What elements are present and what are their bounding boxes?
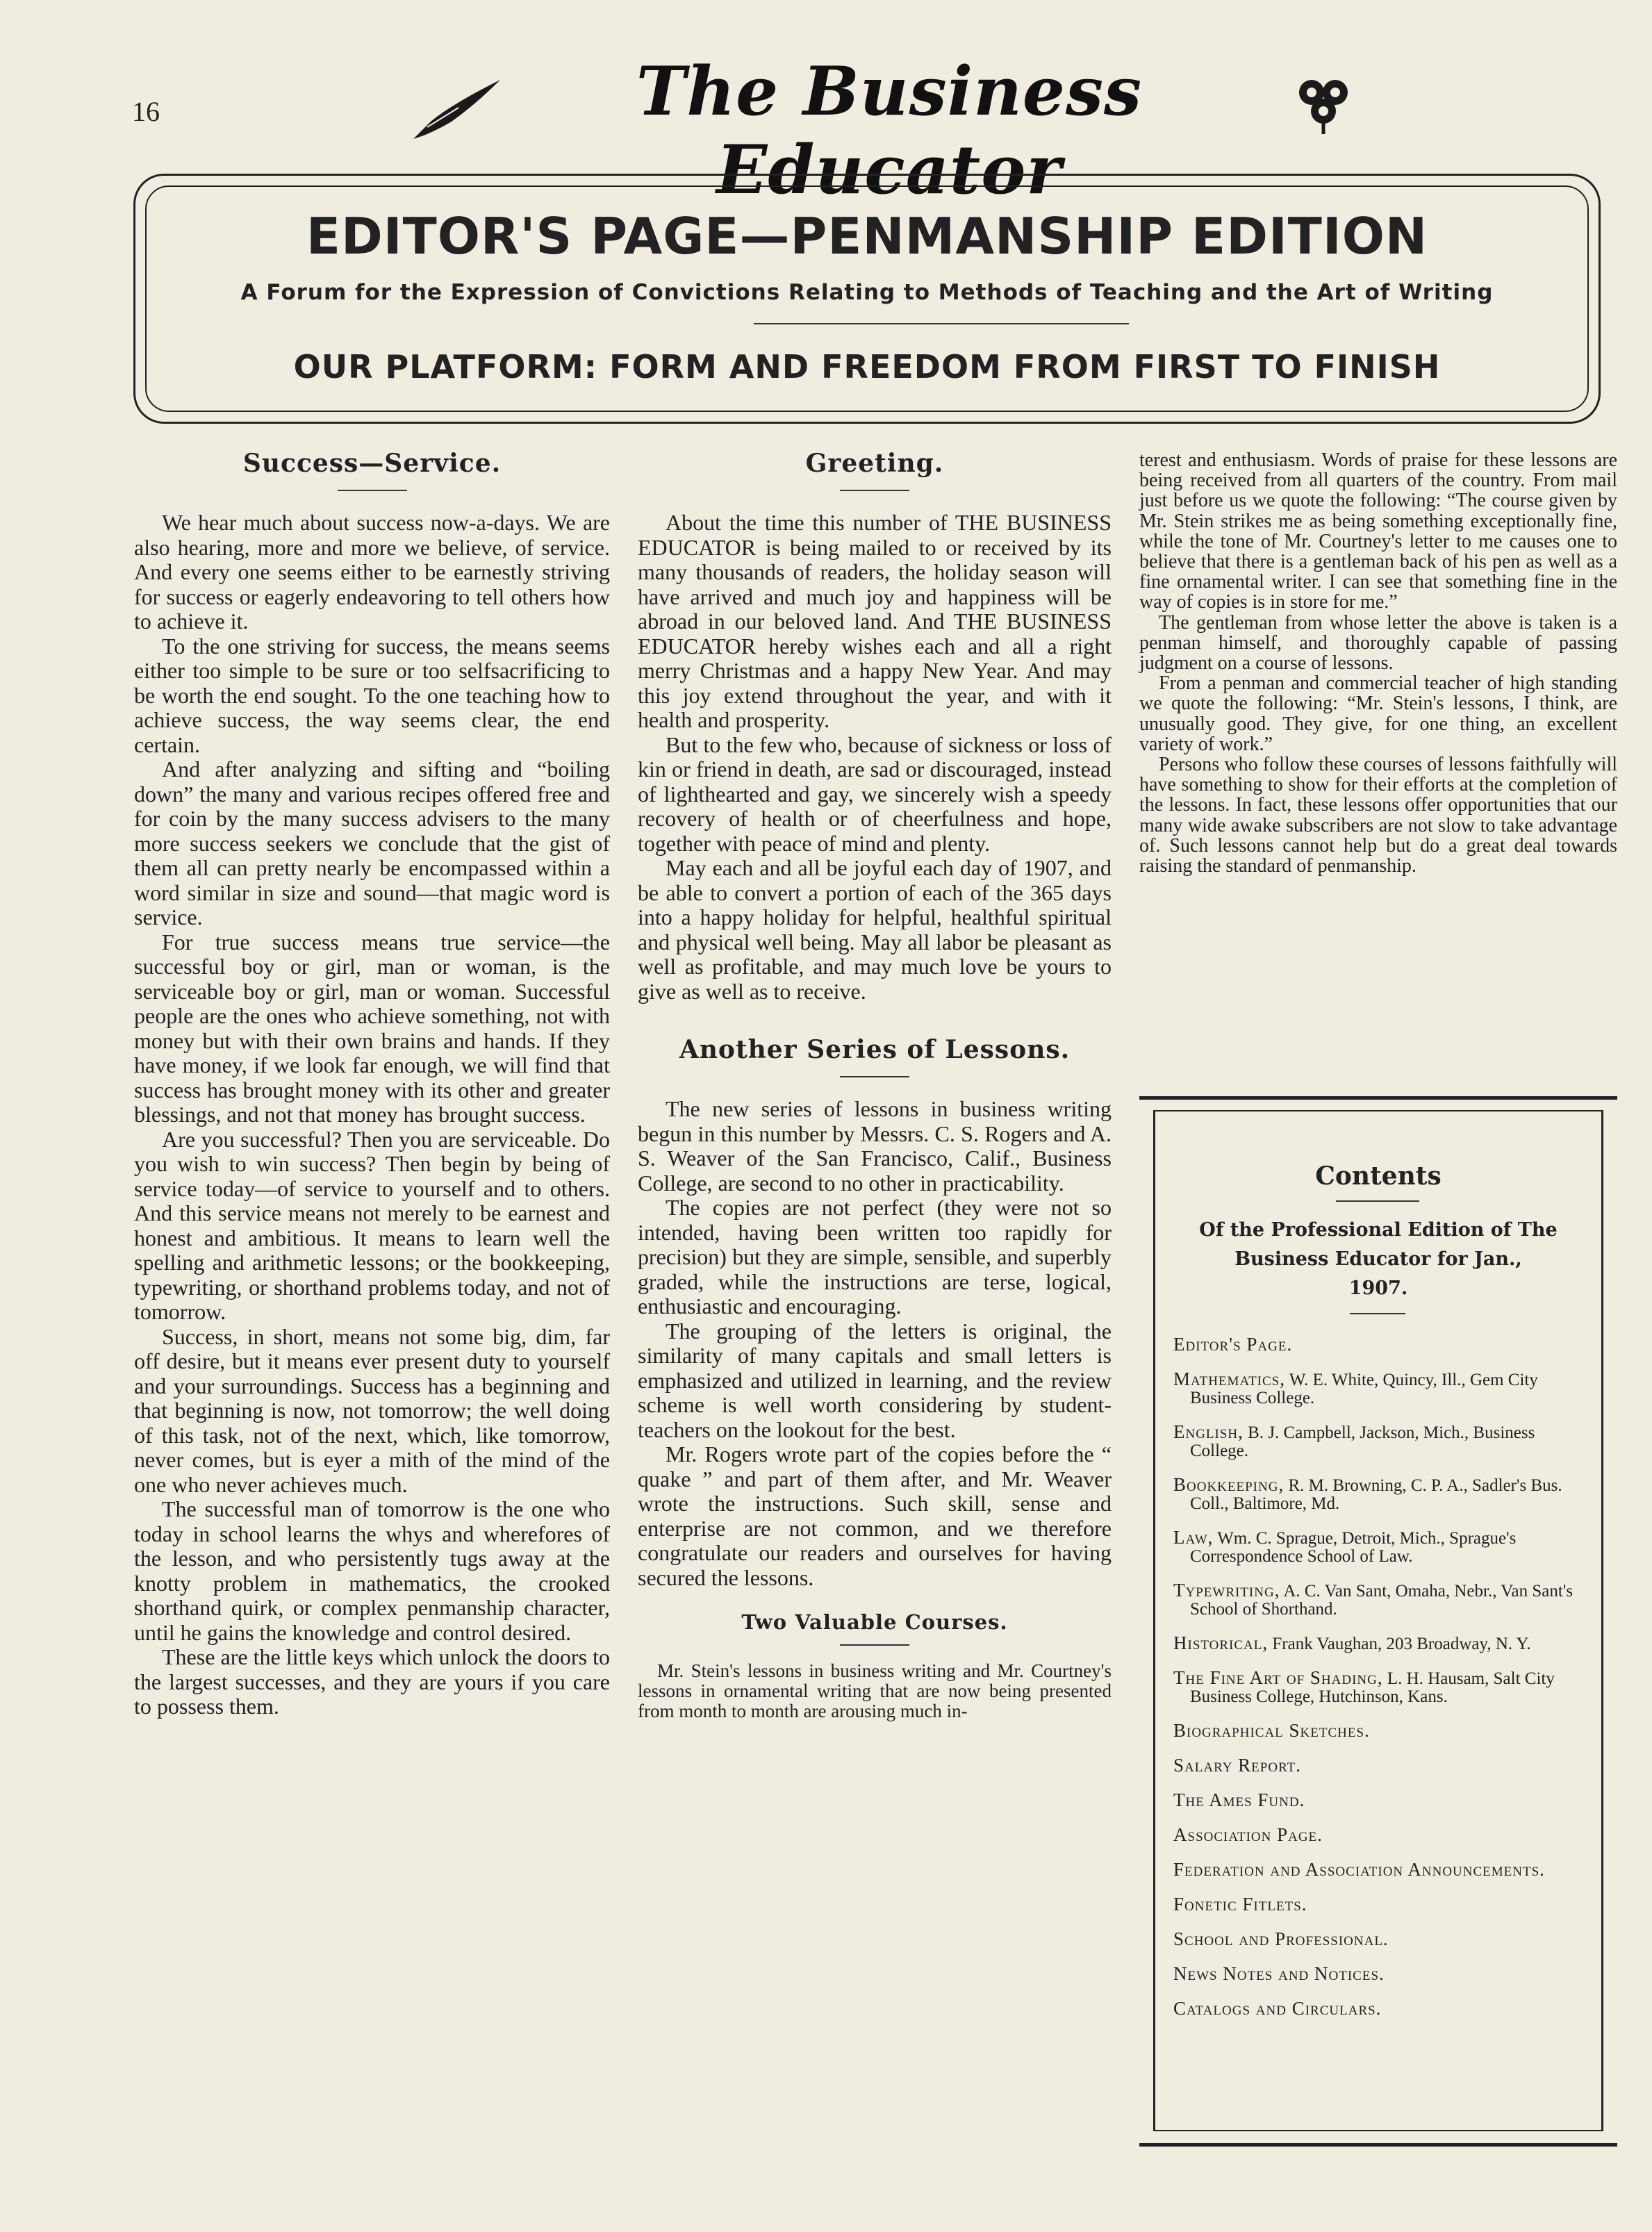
contents-item	[1173, 1721, 1583, 1741]
contents-item-label: News Notes and Notices.	[1173, 1963, 1385, 1984]
contents-title: Contents	[1315, 1162, 1442, 1191]
contents-item-detail: R. M. Browning, C. P. A., Sadler's Bus. Coll., Baltimore, Md.	[1190, 1476, 1562, 1513]
contents-item	[1173, 1581, 1583, 1619]
contents-subtitle-line: Business Educator for Jan.,	[1234, 1248, 1522, 1270]
contents-item-detail: B. J. Campbell, Jackson, Mich., Business College.	[1190, 1423, 1535, 1460]
contents-item-label: School and Professional.	[1173, 1928, 1389, 1949]
paragraph: About the time this number of THE BUSINESS EDUCATOR is being mailed to or received by its many thousands of readers, the holiday season will have arrived and much joy and happiness will be abroad in our beloved land. And THE BUSINESS EDUCATOR hereby wishes each and all a right merry Christmas and a happy New Year. And may this joy extend throughout the year, and with it health and prosperity.	[638, 510, 1112, 732]
contents-item-label: Salary Report.	[1173, 1755, 1301, 1776]
contents-rule	[1336, 1200, 1419, 1202]
quill-icon	[410, 73, 507, 142]
heading-rule	[840, 1644, 909, 1646]
paragraph: May each and all be joyful each day of 1907, and be able to convert a portion of each of the 365 days into a happy holiday for helpful, healthful spiritual and physical well being. May all labor be pleasant as well as profitable, and may much love be yours to give as well as to receive.	[638, 855, 1112, 1004]
paragraph: To the one striving for success, the means seems either too simple to be sure or too selfsacrificing to be worth the end sought. To the one teaching how to achieve success, the way seems clear, the end certain.	[134, 633, 610, 757]
contents-item-detail: W. E. White, Quincy, Ill., Gem City Business College.	[1190, 1371, 1538, 1407]
publication-logo-title: The Business Educator	[636, 52, 1143, 209]
contents-item	[1173, 1528, 1583, 1566]
heading-rule	[840, 490, 909, 491]
heading-rule	[338, 490, 407, 491]
paragraph: Mr. Rogers wrote part of the copies before the “ quake ” and part of them after, and Mr. Weaver wrote the instructions. Such skill, sense and enterprise are not common, and we therefore congratulate our readers and ourselves for having secured the lessons.	[638, 1441, 1112, 1590]
courses-text	[638, 1661, 1112, 1721]
paragraph: From a penman and commercial teacher of high standing we quote the following: “Mr. Stein's lessons, I think, are unusually good. They give, for one thing, an excellent variety of work.”	[1139, 672, 1617, 755]
contents-top-rule	[1139, 1096, 1617, 1100]
contents-subtitle-line: 1907.	[1348, 1278, 1408, 1299]
contents-item-label: English,	[1173, 1421, 1244, 1442]
contents-item	[1173, 1999, 1583, 2019]
contents-item	[1173, 1756, 1583, 1776]
paragraph: For true success means true service—the successful boy or girl, man or woman, is the serviceable boy or girl, man or woman. Successful people are the ones who achieve something, not with money but with their own brains and hands. If they have money, if we look far enough, we will find that success has brought money with its other and greater blessings, and not that money has brought success.	[134, 929, 610, 1127]
column-success-service	[134, 448, 610, 1719]
contents-item	[1173, 1634, 1583, 1653]
page-number: 16	[132, 96, 160, 127]
contents-frame	[1153, 1110, 1603, 2131]
contents-item-detail: Frank Vaughan, 203 Broadway, N. Y.	[1272, 1635, 1531, 1653]
contents-bottom-rule	[1139, 2143, 1617, 2147]
header-platform: OUR PLATFORM: FORM AND FREEDOM FROM FIRST TO FINISH	[293, 348, 1441, 386]
editors-page-header	[133, 174, 1601, 424]
header-divider	[754, 323, 1129, 324]
heading-success-service: Success—Service.	[242, 449, 502, 478]
contents-item	[1173, 1895, 1583, 1915]
contents-item-label: Biographical Sketches.	[1173, 1720, 1370, 1741]
paragraph: The copies are not perfect (they were not so intended, having been written too rapidly for precision) but they are simple, sensible, and superbly graded, while the instructions are terse, logical, enthusiastic and encouraging.	[638, 1195, 1112, 1318]
paragraph: We hear much about success now-a-days. We are also hearing, more and more we believe, of service. And every one seems either to be earnestly striving for success or eagerly endeavoring to tell others how to achieve it.	[134, 510, 610, 634]
paragraph: The successful man of tomorrow is the one who today in school learns the whys and wherefores of the lesson, and who persistently tugs away at the knotty problem in mathematics, the crooked shorthand quirk, or complex penmanship character, until he gains the knowledge and control desired.	[134, 1496, 610, 1645]
paragraph: These are the little keys which unlock the doors to the largest successes, and they are yours if you care to possess them.	[134, 1644, 610, 1719]
paragraph: Success, in short, means not some big, dim, far off desire, but it means ever present duty to yourself and your surroundings. Success has a beginning and that beginning is now, not tomorrow; the well doing of this task, not of the next, which, like tomorrow, never comes, but is eyer a mith of the mind of the one who never achieves much.	[134, 1323, 610, 1497]
heading-two-courses: Two Valuable Courses.	[741, 1610, 1008, 1634]
contents-list	[1173, 1335, 1583, 2034]
paragraph: But to the few who, because of sickness or loss of kin or friend in death, are sad or discouraged, instead of lighthearted and gay, we sincerely wish a speedy recovery of health or of cheerfulness and hope, together with peace of mind and plenty.	[638, 731, 1112, 856]
paragraph: Are you successful? Then you are serviceable. Do you wish to win success? Then begin by being of service today—of service to yourself and to others. And this service means not merely to be earnest and honest and ambitious. It means to learn well the spelling and arithmetic lessons; or the bookkeeping, typewriting, or shorthand problems today, and not of tomorrow.	[134, 1126, 610, 1324]
column-courses-continued	[1139, 450, 1617, 876]
paragraph: The gentleman from whose letter the above is taken is a penman himself, and thoroughly capable of passing judgment on a course of lessons.	[1139, 611, 1617, 675]
contents-item-detail: L. H. Hausam, Salt City Business College, Hutchinson, Kans.	[1190, 1669, 1555, 1706]
paragraph: Mr. Stein's lessons in business writing and Mr. Courtney's lessons in ornamental writing that are now being presented from month to month are arousing much in-	[638, 1660, 1112, 1721]
contents-item	[1173, 1791, 1583, 1810]
ornament-icon	[1292, 73, 1355, 135]
contents-box	[1139, 1096, 1617, 2147]
heading-greeting: Greeting.	[805, 449, 944, 478]
paragraph: The new series of lessons in business writing begun in this number by Messrs. C. S. Rogers and A. S. Weaver of the San Francisco, Calif., Business College, are second to no other in practicability.	[638, 1096, 1112, 1196]
heading-rule	[840, 1076, 909, 1077]
contents-subtitle	[1176, 1216, 1580, 1303]
contents-item-label: Federation and Association Announcements.	[1173, 1859, 1545, 1880]
masthead	[0, 52, 1652, 209]
contents-item-label: Mathematics,	[1173, 1369, 1285, 1389]
heading-another-series: Another Series of Lessons.	[679, 1035, 1071, 1064]
contents-item-detail: Wm. C. Sprague, Detroit, Mich., Sprague's Correspondence School of Law.	[1190, 1529, 1517, 1566]
contents-item-label: Law,	[1173, 1527, 1214, 1548]
contents-item-label: Catalogs and Circulars.	[1173, 1998, 1382, 2019]
contents-item	[1173, 1965, 1583, 1984]
contents-subtitle-line: Of the Professional Edition of The	[1199, 1219, 1558, 1241]
contents-item-label: The Fine Art of Shading,	[1173, 1667, 1383, 1688]
contents-item-label: The Ames Fund.	[1173, 1789, 1305, 1810]
contents-item	[1173, 1930, 1583, 1949]
contents-item	[1173, 1423, 1583, 1460]
paragraph: terest and enthusiasm. Words of praise for these lessons are being received from all quarters of the country. From mail just before us we quote the following: “The course given by Mr. Stein strikes me as being something exceptionally fine, while the tone of Mr. Courtney's letter to me causes one to believe that there is a gentleman back of his pen as well as a fine ornamental writer. I can see that something fine in the way of copies is in store for me.”	[1139, 449, 1617, 613]
contents-rule	[1350, 1313, 1405, 1314]
contents-item-label: Association Page.	[1173, 1824, 1323, 1845]
header-title: EDITOR'S PAGE—PENMANSHIP EDITION	[306, 207, 1428, 265]
contents-item	[1173, 1370, 1583, 1407]
header-subtitle: A Forum for the Expression of Convictions Relating to Methods of Teaching and the Art of Writing	[240, 280, 1494, 305]
contents-item-detail: A. C. Van Sant, Omaha, Nebr., Van Sant's School of Shorthand.	[1190, 1582, 1573, 1619]
contents-item-label: Fonetic Fitlets.	[1173, 1894, 1307, 1915]
contents-item-label: Editor's Page.	[1173, 1334, 1293, 1355]
paragraph: The grouping of the letters is original, the similarity of many capitals and small letters is emphasized and utilized in learning, and the review scheme is well worth considering by student-teachers on the lookout for the best.	[638, 1318, 1112, 1442]
contents-item	[1173, 1826, 1583, 1845]
column-greeting	[638, 448, 1112, 1721]
contents-item	[1173, 1860, 1583, 1880]
contents-item	[1173, 1475, 1583, 1513]
contents-item-label: Historical,	[1173, 1632, 1269, 1653]
paragraph: Persons who follow these courses of lessons faithfully will have something to show for their efforts at the completion of the lessons. In fact, these lessons offer opportunities that our many wide awake subscribers are not slow to take advantage of. Such lessons cannot help but do a great deal towards raising the standard of penmanship.	[1139, 754, 1617, 877]
contents-item-label: Bookkeeping,	[1173, 1474, 1285, 1495]
paragraph: And after analyzing and sifting and “boiling down” the many and various recipes offered free and for coin by the many success advisers to the many more success seekers we conclude that the gist of them all can pretty nearly be encompassed within a word similar in size and sound—that magic word is service.	[134, 757, 610, 929]
contents-item	[1173, 1335, 1583, 1355]
contents-item	[1173, 1669, 1583, 1706]
contents-item-label: Typewriting,	[1173, 1580, 1280, 1601]
